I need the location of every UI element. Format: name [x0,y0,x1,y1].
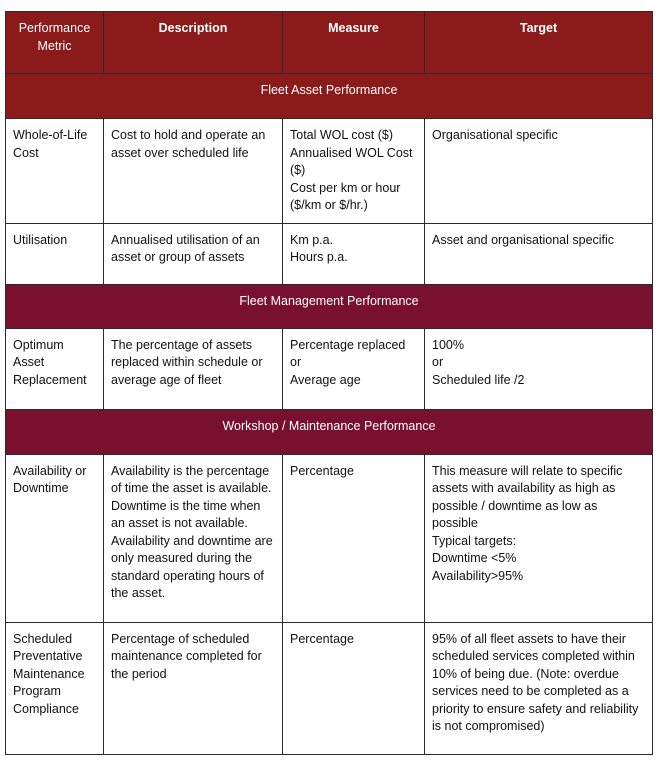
measure-cell: Percentage [283,622,425,754]
measure-cell: Km p.a. Hours p.a. [283,223,425,284]
performance-metrics-table [5,11,653,755]
description-cell: Annualised utilisation of an asset or group of assets [104,223,283,284]
target-cell: 100% or Scheduled life /2 [425,328,653,409]
target-cell: This measure will relate to specific assets with availability as high as possible / downtime as low as possible Typical targets: Downtime <5% Availability>95% [425,454,653,622]
metric-cell: Utilisation [6,223,104,284]
table-row [6,223,653,284]
header-description: Description [104,12,283,74]
section-row [6,409,653,454]
table-row [6,119,653,224]
header-target: Target [425,12,653,74]
header-metric: Performance Metric [6,12,104,74]
section-row [6,74,653,119]
measure-cell: Percentage replaced or Average age [283,328,425,409]
section-title: Fleet Management Performance [6,284,653,328]
measure-cell: Total WOL cost ($) Annualised WOL Cost ($) Cost per km or hour ($/km or $/hr.) [283,119,425,224]
table-row [6,454,653,622]
table-row [6,328,653,409]
header-row [6,12,653,74]
description-cell: Cost to hold and operate an asset over scheduled life [104,119,283,224]
target-cell: Asset and organisational specific [425,223,653,284]
metric-cell: Availability or Downtime [6,454,104,622]
description-cell: Availability is the percentage of time the asset is available. Downtime is the time when an asset is not available. Availability and downtime are only measured during the standard operating hours of the asset. [104,454,283,622]
section-title: Workshop / Maintenance Performance [6,409,653,454]
description-cell: Percentage of scheduled maintenance completed for the period [104,622,283,754]
target-cell: Organisational specific [425,119,653,224]
measure-cell: Percentage [283,454,425,622]
table-row [6,622,653,754]
description-cell: The percentage of assets replaced within schedule or average age of fleet [104,328,283,409]
metric-cell: Whole-of-Life Cost [6,119,104,224]
metric-cell: Optimum Asset Replacement [6,328,104,409]
section-row [6,284,653,328]
section-title: Fleet Asset Performance [6,74,653,119]
target-cell: 95% of all fleet assets to have their scheduled services completed within 10% of being due. (Note: overdue services need to be completed as a priority to ensure safety and reliability is not compromised) [425,622,653,754]
metric-cell: Scheduled Preventative Maintenance Program Compliance [6,622,104,754]
header-measure: Measure [283,12,425,74]
